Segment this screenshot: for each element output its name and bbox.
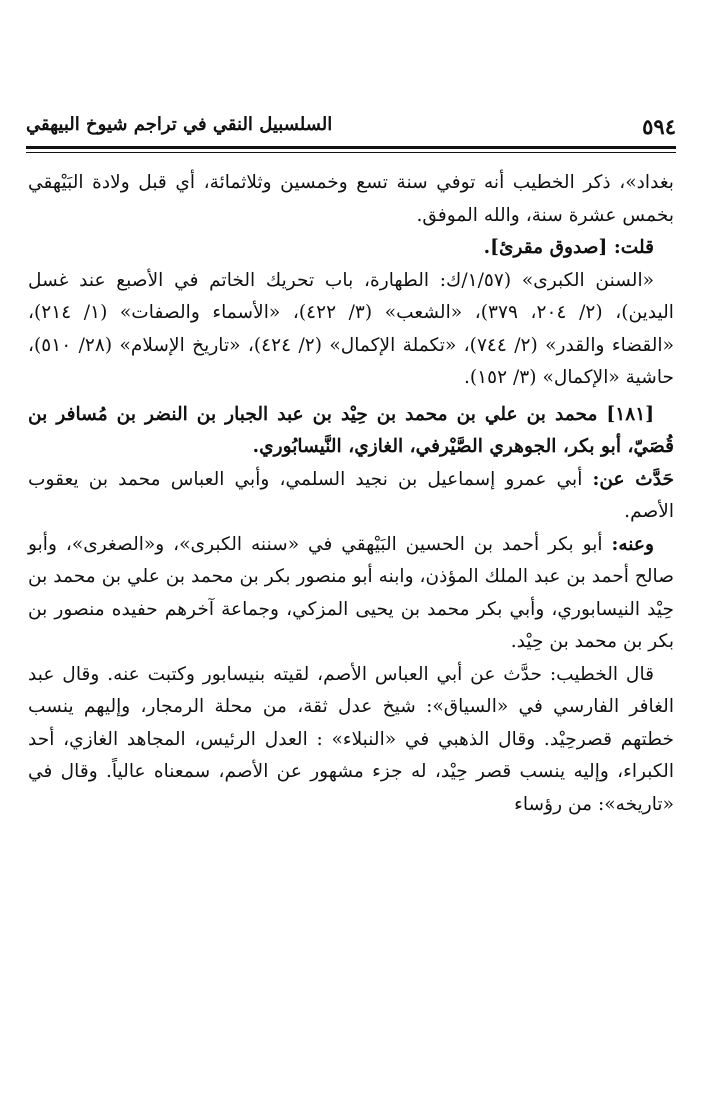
- paragraph-scholar-opinions: قال الخطيب: حدَّث عن أبي العباس الأصم، لقيته بنيسابور وكتبت عنه. وقال عبد الغافر الفارسي في «السياق»: شيخ عدل ثقة، من محلة الرمجار، وإليهم ينسب خطتهم قصرحِيْد. وقال الذهبي في «النبلاء» : العدل الرئيس، المجاهد الغازي، أحد الكبراء، وإليه ينسب قصر حِيْد، له جزء مشهور عن الأصم، سمعناه عالياً. وقال في «تاريخه»: من رؤساء: [28, 663, 674, 815]
- page-number: ٥٩٤: [642, 114, 676, 139]
- paragraph-verdict: [28, 232, 674, 265]
- paragraph-narrated-from: [28, 464, 674, 529]
- header-rule-thin: [26, 152, 676, 153]
- students-label: وعنه:: [611, 533, 654, 555]
- paragraph-students: [28, 529, 674, 659]
- narrated-from-text: أبي عمرو إسماعيل بن نجيد السلمي، وأبي العباس محمد بن يعقوب الأصم.: [28, 468, 674, 522]
- narrated-from-label: حَدَّث عن:: [592, 468, 674, 490]
- paragraph-continuation: بغداد»، ذكر الخطيب أنه توفي سنة تسع وخمسين وثلاثمائة، أي قبل ولادة البَيْهقي بخمس عشرة سنة، والله الموفق.: [28, 172, 674, 226]
- paragraph-sources: «السنن الكبرى» (١/٥٧/ك: الطهارة، باب تحريك الخاتم في الأصبع عند غسل اليدين)، (٢/ ٢٠٤، ٣٧٩)، «الشعب» (٣/ ٤٢٢)، «الأسماء والصفات» (١/ ٢١٤)، «القضاء والقدر» (٢/ ٧٤٤)، «تكملة الإكمال» (٢/ ٤٢٤)، «تاريخ الإسلام» (٢٨/ ٥١٠)، حاشية «الإكمال» (٣/ ١٥٢).: [28, 269, 674, 388]
- header-rule-thick: [26, 146, 676, 149]
- running-title: السلسبيل النقي في تراجم شيوخ البيهقي: [26, 114, 333, 135]
- verdict-text: [صدوق مقرئ].: [483, 237, 614, 258]
- students-text: أبو بكر أحمد بن الحسين البَيْهقي في «سننه الكبرى»، و«الصغرى»، وأبو صالح أحمد بن عبد الملك المؤذن، وابنه أبو منصور بكر بن محمد بن علي بن محمد بن حِيْد النيسابوري، وأبي بكر محمد بن يحيى المزكي، وجماعة آخرهم حفيده منصور بن بكر بن محمد بن حِيْد.: [28, 533, 674, 652]
- entry-heading: [١٨١] محمد بن علي بن محمد بن حِيْد بن عبد الجبار بن النضر بن مُسافر بن قُصَيّ، أبو بكر، الجوهري الصَّيْرفي، الغازي، النَّيسابُوري.: [28, 403, 674, 457]
- verdict-label: قلت:: [613, 237, 654, 258]
- body-text: [28, 167, 674, 821]
